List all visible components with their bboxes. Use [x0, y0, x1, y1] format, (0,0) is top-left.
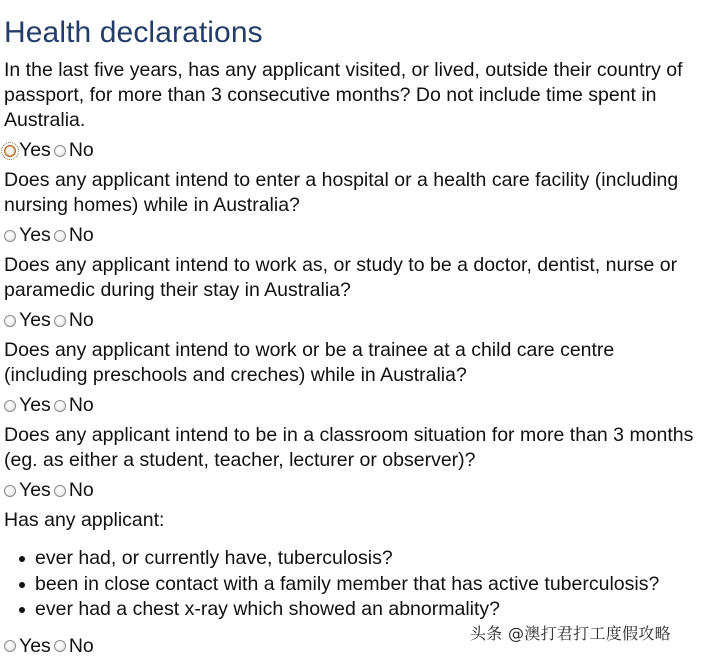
question-block-3 — [4, 253, 700, 338]
question-block-5 — [4, 423, 700, 508]
yes-radio-2[interactable] — [4, 230, 16, 242]
tuberculosis-condition-3: ever had a chest x-ray which showed an abnormality? — [19, 597, 700, 623]
yes-radio-1[interactable] — [4, 145, 16, 157]
health-declarations-page — [4, 14, 700, 664]
yes-radio-3[interactable] — [4, 315, 16, 327]
source-watermark: 头条 @澳打君打工度假攻略 — [470, 624, 671, 643]
tuberculosis-condition-1: ever had, or currently have, tuberculosis? — [19, 546, 700, 572]
no-radio-5[interactable] — [54, 485, 66, 497]
no-label-6[interactable]: No — [68, 634, 94, 657]
no-radio-3[interactable] — [54, 315, 66, 327]
question-text-3: Does any applicant intend to work as, or study to be a doctor, dentist, nurse or paramedic during their stay in Australia? — [4, 254, 678, 301]
no-label-1[interactable]: No — [68, 139, 94, 161]
tuberculosis-question-label: Has any applicant: — [4, 509, 165, 531]
no-radio-6[interactable] — [54, 640, 66, 652]
question-text-1: In the last five years, has any applicant visited, or lived, outside their country of passport, for more than 3 consecutive months? Do not include time spent in Australia. — [4, 59, 683, 131]
question-block-1 — [4, 58, 700, 168]
yes-radio-5[interactable] — [4, 485, 16, 497]
radio-group-2 — [4, 218, 700, 253]
radio-group-1 — [4, 133, 700, 168]
page-title: Health declarations — [4, 16, 263, 49]
no-label-3[interactable]: No — [68, 309, 94, 331]
no-radio-2[interactable] — [54, 230, 66, 242]
no-radio-1[interactable] — [54, 145, 66, 157]
question-block-2 — [4, 168, 700, 253]
question-text-4: Does any applicant intend to work or be a trainee at a child care centre (including preschools and creches) while in Australia? — [4, 339, 615, 386]
yes-label-6[interactable]: Yes — [19, 634, 51, 657]
yes-label-5[interactable]: Yes — [19, 479, 51, 501]
question-block-4 — [4, 338, 700, 423]
no-label-4[interactable]: No — [68, 394, 94, 416]
yes-label-4[interactable]: Yes — [19, 394, 51, 416]
question-text-2: Does any applicant intend to enter a hospital or a health care facility (including nursing homes) while in Australia? — [4, 169, 679, 216]
radio-group-3 — [4, 303, 700, 338]
question-text-5: Does any applicant intend to be in a classroom situation for more than 3 months (eg. as either a student, teacher, lecturer or observer)? — [4, 424, 694, 471]
no-radio-4[interactable] — [54, 400, 66, 412]
radio-group-5 — [4, 473, 700, 508]
tuberculosis-condition-2: been in close contact with a family member that has active tuberculosis? — [19, 572, 700, 598]
radio-group-4 — [4, 388, 700, 423]
yes-label-3[interactable]: Yes — [19, 309, 51, 331]
tuberculosis-conditions-list — [4, 546, 700, 623]
no-label-5[interactable]: No — [68, 479, 94, 501]
yes-radio-6[interactable] — [4, 640, 16, 652]
yes-label-2[interactable]: Yes — [19, 224, 51, 246]
yes-radio-4[interactable] — [4, 400, 16, 412]
no-label-2[interactable]: No — [68, 224, 94, 246]
yes-label-1[interactable]: Yes — [19, 139, 51, 161]
